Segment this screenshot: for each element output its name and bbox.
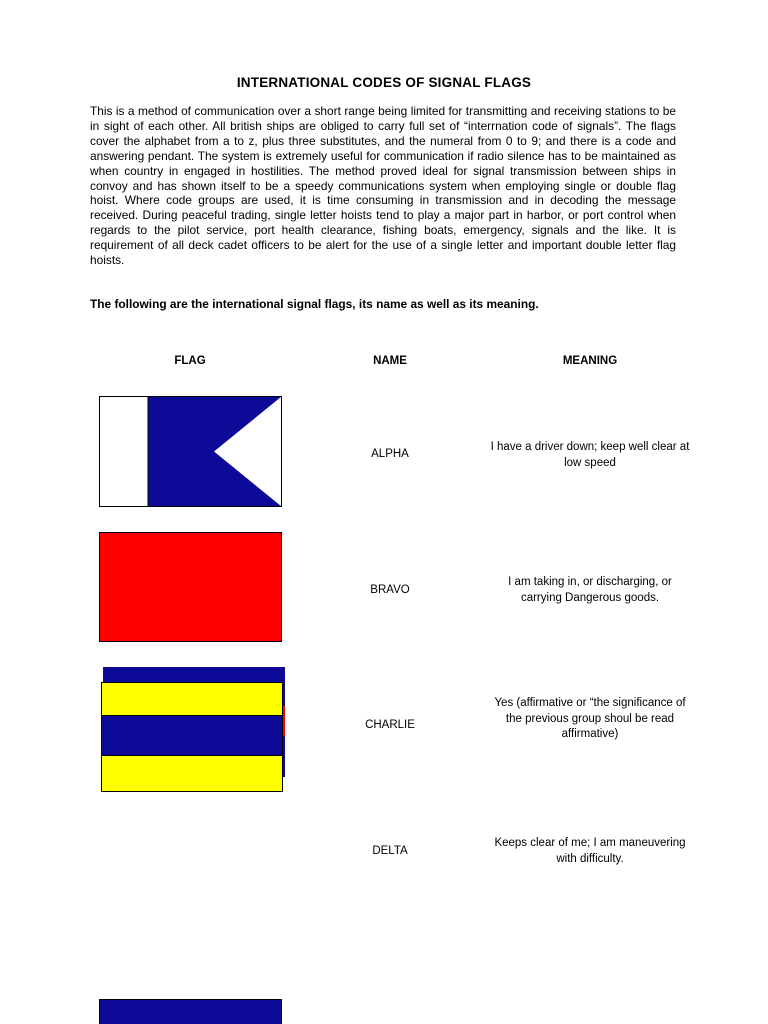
- charlie-flag-icon: [99, 666, 289, 794]
- intro-paragraph: This is a method of communication over a short range being limited for transmitting and receiving stations to be in sight of each other. All british ships are obliged to carry full set of “interrnation code of signals”. The flags cover the alphabet from a to z, plus three substitutes, and the numeral from 0 to 9; and there is a code and answering pendant. The system is extremely useful for communication if radio silence has to be maintained as when country in engaged in hostilities. The method proved ideal for signal transmission between ships in convoy and has shown itself to be a speedy communications system when employing single or double flag hoist. Where code groups are used, it is time consuming in transmission and in decoding the message received. During peaceful trading, single letter hoists tend to play a major part in harbor, or port control when regards to the pilot service, port health clearance, fishing boats, emergency, signals and the like. It is requirement of all deck cadet officers to be alert for the use of a single letter and important double letter flag hoists.: [90, 104, 676, 268]
- bravo-flag-icon: [99, 532, 282, 643]
- flag-meaning: Keeps clear of me; I am maneuvering with difficulty.: [494, 837, 686, 865]
- flag-name: ALPHA: [371, 448, 409, 460]
- alpha-flag-icon: [99, 396, 282, 508]
- flag-name: CHARLIE: [365, 719, 415, 731]
- flag-name: BRAVO: [370, 584, 410, 596]
- flag-meaning: I am taking in, or discharging, or carrying Dangerous goods.: [508, 576, 672, 604]
- flag-column-header: FLAG: [174, 355, 206, 367]
- flag-name: DELTA: [372, 845, 408, 857]
- name-column-header: NAME: [373, 355, 407, 367]
- lead-sentence: The following are the international signal flags, its name as well as its meaning.: [90, 297, 539, 311]
- document-title: INTERNATIONAL CODES OF SIGNAL FLAGS: [236, 75, 532, 90]
- delta-flag-icon: [99, 999, 282, 1024]
- flag-meaning: I have a driver down; keep well clear at low speed: [490, 441, 690, 469]
- meaning-column-header: MEANING: [562, 355, 618, 367]
- flag-meaning: Yes (affirmative or “the significance of the previous group shoul be read affirmative): [494, 697, 686, 740]
